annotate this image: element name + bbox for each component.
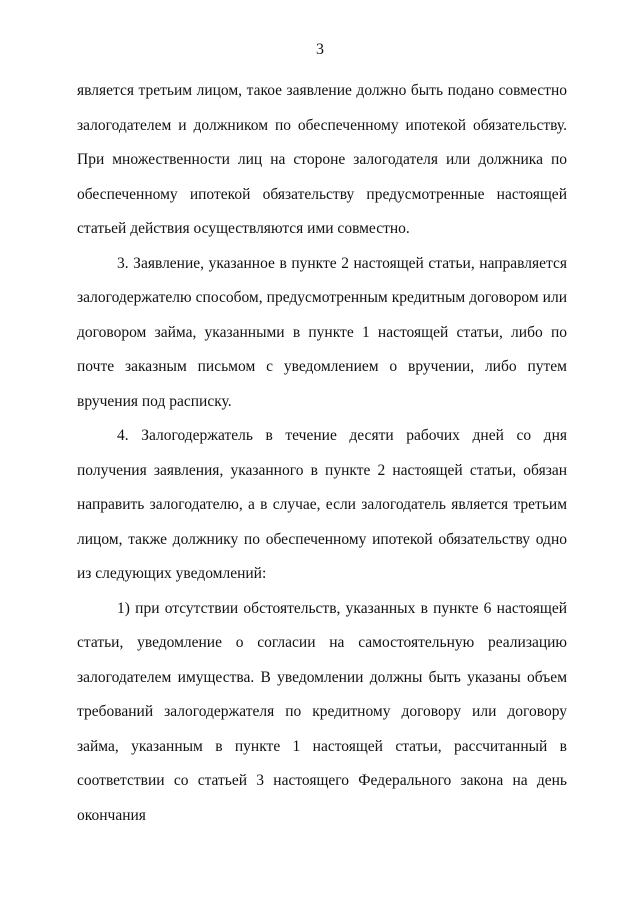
paragraph-item-3: 3. Заявление, указанное в пункте 2 настоящей статьи, направляется залогодержателю способом, предусмотренным кредитным договором или договором займа, указанными в пункте 1 настоящей статьи, либо по почте заказным письмом с уведомлением о вручении, либо путем вручения под расписку. bbox=[77, 254, 567, 410]
paragraph-subitem-1: 1) при отсутствии обстоятельств, указанных в пункте 6 настоящей статьи, уведомление о согласии на самостоятельную реализацию залогодателем имущества. В уведомлении должны быть указаны объем требований залогодержателя по кредитному договору или договору займа, указанным в пункте 1 настоящей статьи, рассчитанный в соответствии со статьей 3 настоящего Федерального закона на день окончания bbox=[77, 599, 567, 824]
paragraph-continuation: является третьим лицом, такое заявление должно быть подано совместно залогодателем и должником по обеспеченному ипотекой обязательству. При множественности лиц на стороне залогодателя или должника по обеспеченному ипотекой обязательству предусмотренные настоящей статьей действия осуществляются ими совместно. bbox=[77, 82, 567, 237]
document-body bbox=[77, 74, 567, 833]
page-number: 3 bbox=[316, 41, 324, 58]
paragraph-item-4: 4. Залогодержатель в течение десяти рабочих дней со дня получения заявления, указанного в пункте 2 настоящей статьи, обязан направить залогодателю, а в случае, если залогодатель является третьим лицом, также должнику по обеспеченному ипотекой обязательству одно из следующих уведомлений: bbox=[77, 427, 567, 582]
